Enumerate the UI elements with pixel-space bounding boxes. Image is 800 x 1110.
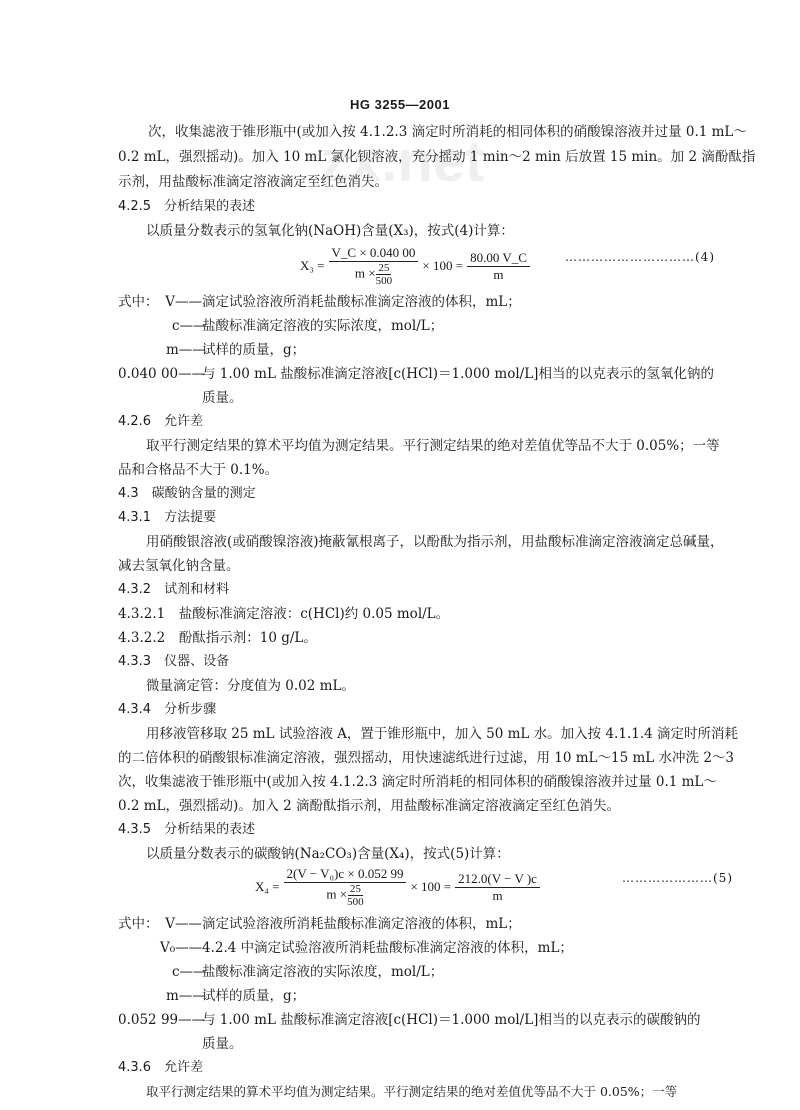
formula-4: [300, 245, 530, 287]
formula-numerator-2: 80.00 V_C: [467, 250, 530, 267]
text-line: 取平行测定结果的算术平均值为测定结果。平行测定结果的绝对差值优等品不大于 0.05%；一等: [146, 1084, 678, 1099]
where-text: 滴定试验溶液所消耗盐酸标准滴定溶液的体积，mL；: [202, 294, 521, 310]
text-line: 用移液管移取 25 mL 试验溶液 A，置于锥形瓶中，加入 50 mL 水。加入按 4.1.1.4 滴定时所消耗: [146, 726, 738, 742]
where-sym: m——: [166, 342, 206, 358]
formula-fraction: [284, 866, 407, 908]
section-heading-4-2-5: 4.2.5 分析结果的表述: [118, 199, 256, 214]
formula-lhs: X₄ =: [255, 879, 280, 894]
where-sym: c——: [172, 964, 207, 980]
formula-times: × 100 =: [410, 879, 452, 894]
section-heading-4-3: 4.3 碳酸钠含量的测定: [118, 486, 256, 501]
text-line: 以质量分数表示的氢氧化钠(NaOH)含量(X₃)，按式(4)计算：: [146, 223, 514, 239]
formula-lhs: X₃ =: [300, 258, 325, 273]
text-line: 的二倍体积的硝酸银标准滴定溶液，强烈摇动，用快速滤纸进行过滤，用 10 mL～15 mL 水冲洗 2～3: [118, 750, 735, 766]
where-sym: V₀——: [160, 940, 203, 956]
where-sym: 式中： V——: [118, 916, 202, 932]
formula-fraction-2: [455, 871, 540, 904]
small-fraction: [347, 883, 364, 908]
section-heading-4-3-5: 4.3.5 分析结果的表述: [118, 822, 256, 837]
where-text: 试样的质量，g；: [202, 988, 306, 1004]
formula-numerator: 2(V − V₀)c × 0.052 99: [284, 866, 407, 883]
formula-m: m ×: [326, 886, 348, 902]
small-num: 25: [349, 883, 361, 895]
small-den: 500: [347, 896, 364, 908]
where-text: 与 1.00 mL 盐酸标准滴定溶液[c(HCl)＝1.000 mol/L]相当的以克表示的氢氧化钠的: [202, 366, 714, 382]
where-text: 4.2.4 中滴定试验溶液所消耗盐酸标准滴定溶液的体积，mL；: [202, 940, 573, 956]
text-line: 4.3.2.1 盐酸标准滴定溶液：c(HCl)约 0.05 mol/L。: [118, 606, 450, 622]
where-text: 试样的质量，g；: [202, 342, 306, 358]
where-sym: 0.052 99——: [118, 1012, 206, 1028]
formula-m: m ×: [354, 265, 376, 281]
where-text: 质量。: [202, 1036, 243, 1052]
small-num: 25: [378, 262, 390, 274]
section-heading-4-3-3: 4.3.3 仪器、设备: [118, 654, 230, 669]
formula-5: [255, 866, 540, 908]
text-line: 示剂，用盐酸标准滴定溶液滴定至红色消失。: [118, 174, 388, 190]
where-text: 盐酸标准滴定溶液的实际浓度，mol/L；: [202, 318, 444, 334]
text-line: 0.2 mL，强烈摇动)。加入 10 mL 氯化钡溶液，充分摇动 1 min～2 min 后放置 15 min。加 2 滴酚酞指: [118, 149, 756, 165]
formula-denominator: [323, 883, 366, 908]
formula-numerator: V_C × 0.040 00: [329, 245, 419, 262]
where-sym: c——: [172, 318, 207, 334]
text-line: 品和合格品不大于 0.1%。: [118, 462, 279, 478]
section-heading-4-3-6: 4.3.6 允许差: [118, 1060, 204, 1075]
formula-denominator: [352, 262, 395, 287]
watermark: zx.net: [320, 129, 485, 194]
formula-denominator-2: m: [492, 887, 503, 903]
text-line: 0.2 mL，强烈摇动)。加入 2 滴酚酞指示剂，用盐酸标准滴定溶液滴定至红色消失。: [118, 798, 620, 814]
section-heading-4-3-4: 4.3.4 分析步骤: [118, 702, 217, 717]
section-heading-4-2-6: 4.2.6 允许差: [118, 414, 204, 429]
where-sym: 式中： V——: [118, 294, 202, 310]
text-line: 用硝酸银溶液(或硝酸镍溶液)掩蔽氰根离子，以酚酞为指示剂，用盐酸标准滴定溶液滴定总碱量，: [146, 534, 724, 550]
section-heading-4-3-1: 4.3.1 方法提要: [118, 510, 217, 525]
where-sym: 0.040 00——: [118, 366, 206, 382]
small-fraction: [376, 262, 393, 287]
where-text: 盐酸标准滴定溶液的实际浓度，mol/L；: [202, 964, 444, 980]
section-heading-4-3-2: 4.3.2 试剂和材料: [118, 582, 230, 597]
formula-fraction: [329, 245, 419, 287]
equation-number-5: …………………(5): [622, 871, 733, 885]
text-line: 次，收集滤液于锥形瓶中(或加入按 4.1.2.3 滴定时所消耗的相同体积的硝酸镍溶液并过量 0.1 mL～: [148, 124, 747, 140]
where-text: 质量。: [202, 390, 243, 406]
where-text: 滴定试验溶液所消耗盐酸标准滴定溶液的体积，mL；: [202, 916, 521, 932]
formula-fraction-2: [467, 250, 530, 283]
document-header: HG 3255—2001: [350, 97, 450, 112]
text-line: 微量滴定管：分度值为 0.02 mL。: [146, 678, 355, 694]
formula-denominator-2: m: [493, 266, 504, 282]
text-line: 以质量分数表示的碳酸钠(Na₂CO₃)含量(X₄)，按式(5)计算：: [146, 846, 510, 862]
formula-times: × 100 =: [422, 258, 464, 273]
text-line: 4.3.2.2 酚酞指示剂：10 g/L。: [118, 630, 317, 646]
small-den: 500: [375, 275, 393, 287]
text-line: 减去氢氧化钠含量。: [118, 558, 240, 574]
text-line: 取平行测定结果的算术平均值为测定结果。平行测定结果的绝对差值优等品不大于 0.05%；一等: [146, 438, 720, 454]
where-sym: m——: [166, 988, 206, 1004]
formula-numerator-2: 212.0(V − V )c: [455, 871, 540, 888]
equation-number-4: …………………………(4): [565, 250, 715, 264]
where-text: 与 1.00 mL 盐酸标准滴定溶液[c(HCl)＝1.000 mol/L]相当的以克表示的碳酸钠的: [202, 1012, 701, 1028]
text-line: 次，收集滤液于锥形瓶中(或加入按 4.1.2.3 滴定时所消耗的相同体积的硝酸镍溶液并过量 0.1 mL～: [118, 774, 717, 790]
